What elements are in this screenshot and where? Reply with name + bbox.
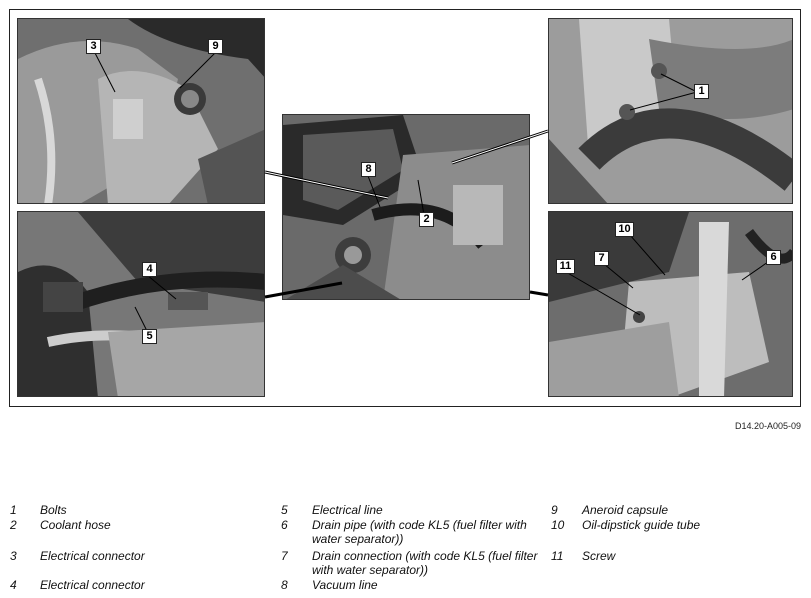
callout-2: 2: [419, 212, 434, 227]
legend-text: Electrical connector: [40, 578, 145, 592]
callout-1: 1: [694, 84, 709, 99]
engine-illustration: [283, 115, 530, 300]
legend-text: Coolant hose: [40, 518, 111, 532]
legend-number: 1: [10, 503, 17, 517]
legend-number: 2: [10, 518, 17, 532]
photo-electrical-connector-detail: [17, 211, 265, 397]
legend-number: 7: [281, 549, 288, 563]
photo-oil-dipstick-guide-detail: [548, 211, 793, 397]
legend-text: Vacuum line: [312, 578, 378, 592]
callout-3: 3: [86, 39, 101, 54]
callout-9: 9: [208, 39, 223, 54]
legend-number: 8: [281, 578, 288, 592]
legend-text: Drain pipe (with code KL5 (fuel filter with water separator)): [312, 518, 527, 546]
photo-bolts-detail: [548, 18, 793, 204]
callout-4: 4: [142, 262, 157, 277]
legend-number: 5: [281, 503, 288, 517]
legend-number: 6: [281, 518, 288, 532]
legend-number: 4: [10, 578, 17, 592]
legend-text: Electrical connector: [40, 549, 145, 563]
callout-5: 5: [142, 329, 157, 344]
legend-number: 11: [551, 549, 564, 563]
engine-illustration: [18, 19, 265, 204]
legend-text: Bolts: [40, 503, 67, 517]
callout-11: 11: [556, 259, 575, 274]
legend-text: Aneroid capsule: [582, 503, 669, 517]
figure-reference: D14.20-A005-09: [734, 421, 801, 431]
legend-text: Drain connection (with code KL5 (fuel filter with water separator)): [312, 549, 538, 577]
engine-illustration: [18, 212, 265, 397]
callout-8: 8: [361, 162, 376, 177]
photo-engine-overview: [282, 114, 530, 300]
legend-text: Screw: [582, 549, 616, 563]
legend-number: 10: [551, 518, 565, 532]
photo-aneroid-capsule-detail: [17, 18, 265, 204]
callout-6: 6: [766, 250, 781, 265]
legend-number: 3: [10, 549, 17, 563]
engine-illustration: [549, 212, 793, 397]
legend-text: Electrical line: [312, 503, 383, 517]
callout-10: 10: [615, 222, 634, 237]
engine-illustration: [549, 19, 793, 204]
legend-text: Oil-dipstick guide tube: [582, 518, 701, 532]
legend-number: 9: [551, 503, 558, 517]
callout-7: 7: [594, 251, 609, 266]
